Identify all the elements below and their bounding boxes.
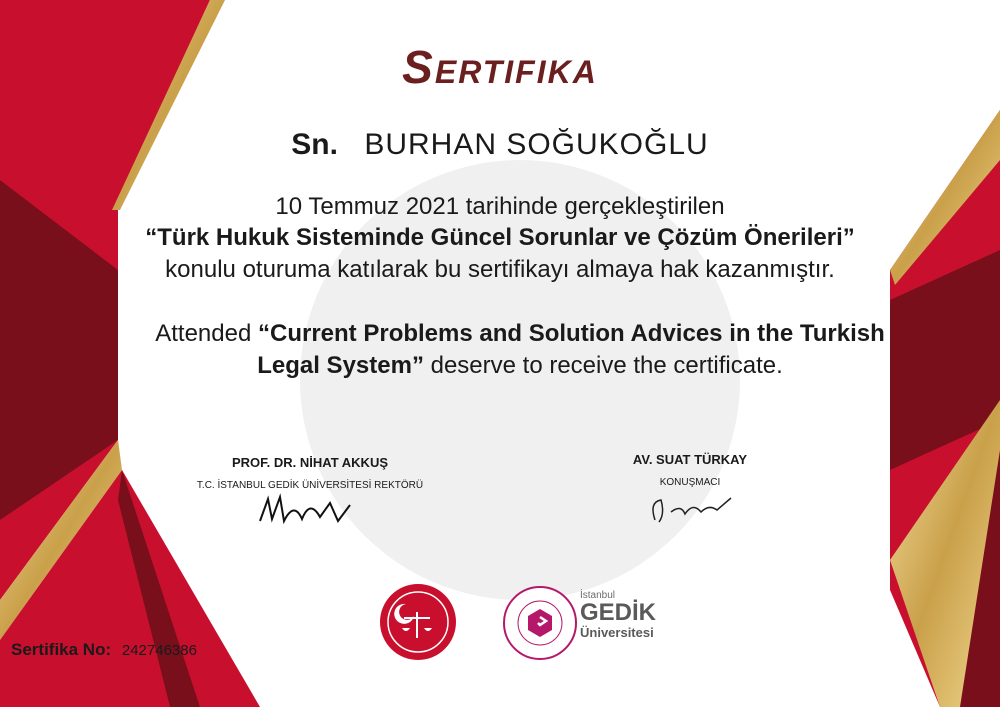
certificate-title: Sertifika <box>402 41 598 93</box>
gedik-city: İstanbul <box>580 590 616 601</box>
body-tr-line3: konulu oturuma katılarak bu sertifikayı almaya hak kazanmıştır. <box>165 256 835 283</box>
body-en-topic: “Current Problems and Solution Advices in the Turkish Legal System” <box>257 320 885 379</box>
recipient-name: BURHAN SOĞUKOĞLU <box>364 128 709 161</box>
signature-icon <box>635 488 745 528</box>
gedik-name: GEDİK <box>580 599 657 626</box>
signature-icon <box>250 491 370 531</box>
signatory-speaker <box>590 452 790 533</box>
signatory-role: KONUŞMACI <box>659 477 721 488</box>
body-en <box>150 318 890 382</box>
body-en-lead: Attended <box>155 320 252 347</box>
law-society-seal-icon <box>378 582 458 662</box>
gedik-university-wordmark <box>580 590 656 640</box>
recipient <box>0 128 1000 162</box>
certificate-number <box>11 640 197 660</box>
gedik-university-seal-icon <box>502 585 578 661</box>
signatory-rector <box>160 455 460 536</box>
body-tr-line1: 10 Temmuz 2021 tarihinde gerçekleştirilen <box>275 193 725 220</box>
body-tr-topic: “Türk Hukuk Sisteminde Güncel Sorunlar ve Çözüm Önerileri” <box>145 224 855 251</box>
signatory-name: PROF. DR. NİHAT AKKUŞ <box>232 455 388 470</box>
gedik-sub: Üniversitesi <box>580 625 654 640</box>
signatory-name: AV. SUAT TÜRKAY <box>632 452 748 467</box>
certificate-number-label: Sertifika No: <box>11 640 112 659</box>
signatory-role: T.C. İSTANBUL GEDİK ÜNİVERSİTESİ REKTÖRÜ <box>196 480 424 491</box>
body-en-tail: deserve to receive the certificate. <box>430 352 783 379</box>
recipient-prefix: Sn. <box>291 128 338 161</box>
certificate-number-value: 242746386 <box>121 642 197 659</box>
